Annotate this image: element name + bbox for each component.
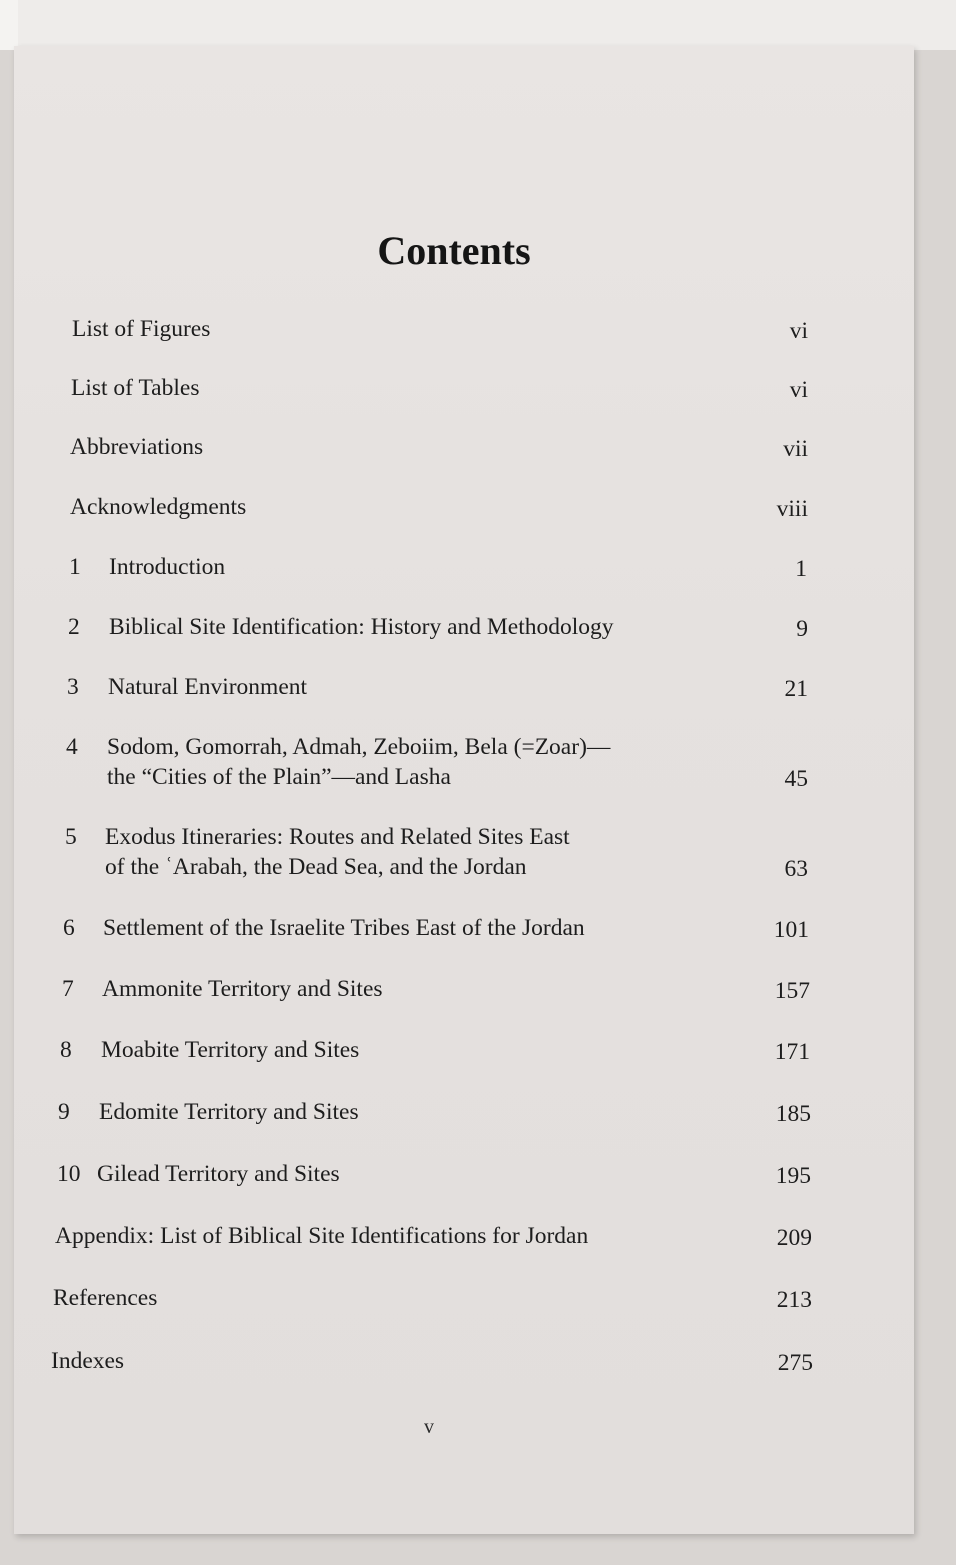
- chapter-number: 5: [65, 824, 77, 850]
- toc-entry: [62, 974, 810, 1004]
- book-page: [14, 46, 914, 1534]
- toc-entry: [63, 913, 809, 943]
- page-title: Contents: [377, 228, 531, 273]
- entry-title-line: Gilead Territory and Sites: [97, 1161, 340, 1187]
- chapter-number: 9: [58, 1099, 70, 1125]
- toc-entry: [70, 432, 808, 462]
- page-number: 9: [796, 616, 808, 642]
- toc-entry: [71, 373, 808, 403]
- chapter-number: 6: [63, 915, 75, 941]
- entry-title: [55, 1221, 588, 1251]
- toc-entry: [69, 552, 807, 582]
- entry-title-line: Indexes: [51, 1348, 125, 1374]
- entry-title-line: Ammonite Territory and Sites: [102, 976, 383, 1002]
- page-number: vi: [789, 377, 808, 403]
- toc-entry: [70, 492, 808, 522]
- page-number: 209: [776, 1225, 812, 1251]
- page-number: 21: [784, 676, 808, 702]
- page-number: 171: [774, 1039, 810, 1065]
- entry-title: [108, 672, 307, 702]
- page-number: vii: [783, 436, 808, 462]
- toc-entry: [55, 1221, 812, 1251]
- entry-title-line: Natural Environment: [108, 674, 308, 700]
- entry-title-line: Biblical Site Identification: History and Methodology: [109, 614, 614, 640]
- entry-title: [101, 1035, 359, 1065]
- page-number: 213: [776, 1287, 812, 1313]
- page-number: 157: [774, 978, 810, 1004]
- entry-title: [71, 373, 199, 403]
- entry-title: [53, 1283, 157, 1313]
- toc-entry: [65, 822, 808, 882]
- chapter-number: 3: [67, 674, 79, 700]
- chapter-number: 7: [62, 976, 74, 1002]
- entry-title-line: List of Figures: [72, 316, 211, 342]
- page-number: 195: [775, 1163, 811, 1189]
- page-number: viii: [776, 496, 808, 522]
- entry-title: [72, 314, 210, 344]
- chapter-number: 8: [60, 1037, 72, 1063]
- entry-title: [97, 1159, 340, 1189]
- chapter-number: 4: [66, 734, 78, 760]
- background-edge: [0, 0, 18, 50]
- background-strip: [0, 0, 956, 50]
- toc-entry: [53, 1283, 812, 1313]
- page-number: 101: [773, 917, 809, 943]
- toc-entry: [51, 1346, 813, 1376]
- toc-entry: [57, 1159, 811, 1189]
- entry-title-line: Moabite Territory and Sites: [101, 1037, 360, 1063]
- entry-title: [70, 492, 246, 522]
- toc-entry: [58, 1097, 811, 1127]
- entry-title: [70, 432, 203, 462]
- entry-title-line: Sodom, Gomorrah, Admah, Zeboiim, Bela (=Zoar)—: [107, 734, 611, 760]
- entry-title-line: Exodus Itineraries: Routes and Related Sites East: [105, 824, 570, 850]
- chapter-number: 1: [69, 554, 81, 580]
- entry-title-line: Introduction: [109, 554, 226, 580]
- entry-title-line: Settlement of the Israelite Tribes East of the Jordan: [103, 915, 585, 941]
- entry-title-line: List of Tables: [71, 375, 200, 401]
- entry-title: [107, 732, 610, 792]
- page-number: vi: [789, 318, 808, 344]
- entry-title: [109, 612, 614, 642]
- toc-entry: [66, 732, 808, 792]
- page-number: 63: [784, 856, 808, 882]
- page-folio: v: [424, 1416, 434, 1438]
- chapter-number: 2: [68, 614, 80, 640]
- page-number: 1: [795, 556, 807, 582]
- entry-title-line: Acknowledgments: [70, 494, 247, 520]
- entry-title: [102, 974, 383, 1004]
- entry-title-line: the “Cities of the Plain”—and Lasha: [107, 764, 451, 790]
- toc-entry: [68, 612, 808, 642]
- toc-entry: [72, 314, 808, 344]
- entry-title: [51, 1346, 124, 1376]
- entry-title-line: Abbreviations: [70, 434, 204, 460]
- entry-title-line: of the ʿArabah, the Dead Sea, and the Jordan: [105, 854, 527, 880]
- page-number: 45: [784, 766, 808, 792]
- entry-title: [105, 822, 570, 882]
- toc-entry: [60, 1035, 810, 1065]
- entry-title: [103, 913, 585, 943]
- entry-title: [99, 1097, 359, 1127]
- entry-title-line: Edomite Territory and Sites: [99, 1099, 359, 1125]
- entry-title-line: Appendix: List of Biblical Site Identifications for Jordan: [55, 1223, 589, 1249]
- page-number: 275: [777, 1350, 813, 1376]
- chapter-number: 10: [57, 1161, 81, 1187]
- toc-entry: [67, 672, 808, 702]
- entry-title-line: References: [53, 1285, 158, 1311]
- page-number: 185: [775, 1101, 811, 1127]
- entry-title: [109, 552, 225, 582]
